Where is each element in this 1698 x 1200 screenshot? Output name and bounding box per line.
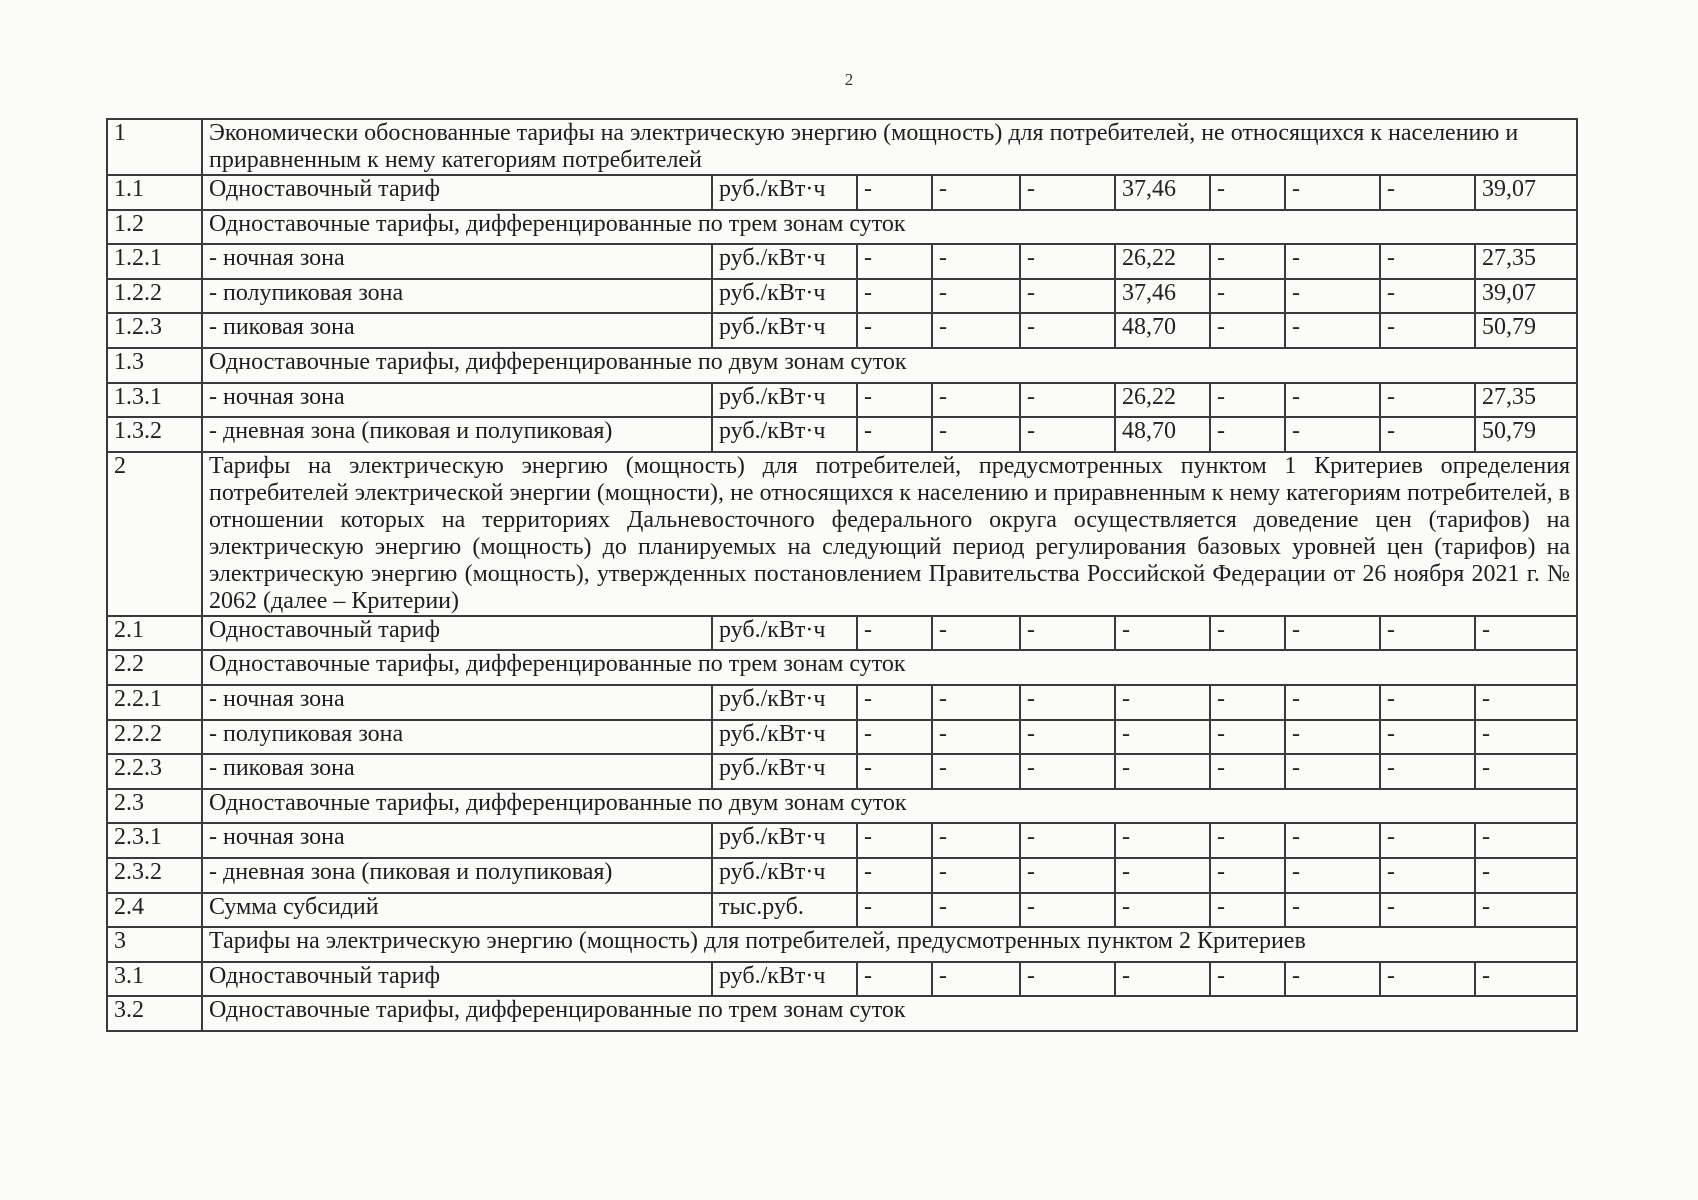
section-title: Одноставочные тарифы, дифференцированные по трем зонам суток (202, 996, 1577, 1031)
tariff-value-cell: - (1020, 616, 1115, 651)
tariff-value-cell: - (1210, 893, 1285, 928)
tariff-value-cell: - (1020, 244, 1115, 279)
tariff-value-cell: - (1285, 244, 1380, 279)
tariff-value-cell: - (1475, 720, 1577, 755)
tariff-value-cell: - (1210, 244, 1285, 279)
tariff-value-cell: - (857, 313, 932, 348)
tariff-value-cell: - (1210, 383, 1285, 418)
tariff-value-cell: - (1115, 893, 1210, 928)
tariff-value-cell: - (1020, 417, 1115, 452)
tariff-value-cell: - (932, 383, 1020, 418)
section-title: Одноставочные тарифы, дифференцированные по трем зонам суток (202, 650, 1577, 685)
tariff-value-cell: - (857, 685, 932, 720)
tariff-value-cell: - (857, 754, 932, 789)
tariff-value-cell: - (1285, 685, 1380, 720)
tariff-value-cell: - (857, 858, 932, 893)
tariff-value-cell: - (857, 823, 932, 858)
row-name: - дневная зона (пиковая и полупиковая) (202, 858, 712, 893)
tariff-value-cell: - (1285, 858, 1380, 893)
tariff-value-cell: - (857, 175, 932, 210)
tariff-value-cell: - (1475, 754, 1577, 789)
tariff-value-cell: - (932, 417, 1020, 452)
tariff-value-cell: 48,70 (1115, 417, 1210, 452)
tariff-value-cell: - (1210, 823, 1285, 858)
tariff-value-cell: - (1285, 383, 1380, 418)
tariff-value-cell: - (932, 313, 1020, 348)
table-row (107, 720, 1577, 755)
table-row (107, 685, 1577, 720)
row-code: 1.2.1 (107, 244, 202, 279)
tariff-value-cell: - (1020, 279, 1115, 314)
table-row (107, 858, 1577, 893)
tariff-value-cell: - (932, 858, 1020, 893)
tariff-value-cell: - (1115, 754, 1210, 789)
tariff-value-cell: 39,07 (1475, 279, 1577, 314)
section-title: Одноставочные тарифы, дифференцированные по трем зонам суток (202, 210, 1577, 245)
tariff-value-cell: 26,22 (1115, 383, 1210, 418)
row-unit: руб./кВт·ч (712, 417, 857, 452)
row-name: - полупиковая зона (202, 279, 712, 314)
tariff-value-cell: 27,35 (1475, 244, 1577, 279)
tariff-value-cell: - (1115, 962, 1210, 997)
tariff-value-cell: - (1285, 616, 1380, 651)
tariff-value-cell: - (1020, 858, 1115, 893)
row-unit: руб./кВт·ч (712, 685, 857, 720)
row-code: 2.4 (107, 893, 202, 928)
row-unit: руб./кВт·ч (712, 175, 857, 210)
table-row (107, 893, 1577, 928)
section-title: Тарифы на электрическую энергию (мощность) для потребителей, предусмотренных пунктом 2 Критериев (202, 927, 1577, 962)
tariff-value-cell: - (1020, 313, 1115, 348)
tariff-value-cell: - (1380, 823, 1475, 858)
tariff-value-cell: - (1020, 823, 1115, 858)
section-row (107, 996, 1577, 1031)
row-code: 1.2.3 (107, 313, 202, 348)
section-row (107, 119, 1577, 175)
tariff-value-cell: - (1210, 279, 1285, 314)
tariff-value-cell: - (857, 720, 932, 755)
row-unit: руб./кВт·ч (712, 279, 857, 314)
table-row (107, 383, 1577, 418)
row-code: 1.3.1 (107, 383, 202, 418)
row-name: - полупиковая зона (202, 720, 712, 755)
table-row (107, 244, 1577, 279)
tariff-value-cell: - (1285, 754, 1380, 789)
tariff-value-cell: 48,70 (1115, 313, 1210, 348)
tariff-value-cell: - (1380, 313, 1475, 348)
row-name: - ночная зона (202, 685, 712, 720)
tariff-value-cell: - (857, 244, 932, 279)
section-row (107, 789, 1577, 824)
tariff-value-cell: - (932, 893, 1020, 928)
tariff-value-cell: - (1285, 279, 1380, 314)
tariff-value-cell: - (1020, 893, 1115, 928)
table-row (107, 823, 1577, 858)
tariff-value-cell: - (1380, 417, 1475, 452)
tariff-value-cell: 27,35 (1475, 383, 1577, 418)
tariff-value-cell: - (1380, 616, 1475, 651)
table-row (107, 175, 1577, 210)
tariff-value-cell: - (857, 616, 932, 651)
tariff-value-cell: - (1380, 962, 1475, 997)
table-row (107, 313, 1577, 348)
tariff-value-cell: - (932, 244, 1020, 279)
tariff-value-cell: - (857, 279, 932, 314)
row-unit: руб./кВт·ч (712, 962, 857, 997)
row-unit: руб./кВт·ч (712, 383, 857, 418)
tariff-value-cell: - (1380, 893, 1475, 928)
row-name: - ночная зона (202, 244, 712, 279)
section-row (107, 348, 1577, 383)
tariff-value-cell: - (1115, 823, 1210, 858)
tariff-value-cell: - (1020, 175, 1115, 210)
row-code: 3 (107, 927, 202, 962)
tariff-value-cell: - (1285, 313, 1380, 348)
tariff-value-cell: - (1380, 244, 1475, 279)
tariff-value-cell: - (932, 685, 1020, 720)
section-row (107, 452, 1577, 616)
table-row (107, 754, 1577, 789)
tariff-value-cell: 50,79 (1475, 313, 1577, 348)
tariff-value-cell: - (1020, 962, 1115, 997)
tariff-value-cell: 50,79 (1475, 417, 1577, 452)
row-code: 3.1 (107, 962, 202, 997)
row-unit: руб./кВт·ч (712, 823, 857, 858)
section-row (107, 927, 1577, 962)
row-unit: руб./кВт·ч (712, 244, 857, 279)
tariff-value-cell: - (1475, 823, 1577, 858)
row-code: 1.3.2 (107, 417, 202, 452)
tariff-value-cell: 39,07 (1475, 175, 1577, 210)
tariff-value-cell: - (1475, 685, 1577, 720)
tariff-value-cell: - (1020, 685, 1115, 720)
tariff-value-cell: - (1115, 720, 1210, 755)
section-row (107, 210, 1577, 245)
tariff-value-cell: - (932, 720, 1020, 755)
tariff-value-cell: - (1020, 754, 1115, 789)
row-code: 2.2 (107, 650, 202, 685)
row-code: 3.2 (107, 996, 202, 1031)
row-unit: руб./кВт·ч (712, 313, 857, 348)
row-name: Одноставочный тариф (202, 962, 712, 997)
tariff-value-cell: - (1380, 685, 1475, 720)
row-code: 2.3.2 (107, 858, 202, 893)
tariff-value-cell: - (1210, 858, 1285, 893)
row-name: - ночная зона (202, 383, 712, 418)
tariff-value-cell: - (857, 417, 932, 452)
tariff-value-cell: - (1380, 175, 1475, 210)
tariff-value-cell: - (932, 279, 1020, 314)
row-name: Одноставочный тариф (202, 175, 712, 210)
tariff-value-cell: - (1380, 720, 1475, 755)
tariff-value-cell: - (1380, 858, 1475, 893)
tariff-value-cell: - (1115, 616, 1210, 651)
row-code: 1.2 (107, 210, 202, 245)
tariff-value-cell: - (932, 962, 1020, 997)
row-unit: руб./кВт·ч (712, 858, 857, 893)
tariff-value-cell: - (1475, 893, 1577, 928)
tariff-value-cell: - (932, 616, 1020, 651)
tariff-value-cell: - (1285, 720, 1380, 755)
tariff-value-cell: - (1210, 417, 1285, 452)
row-code: 2 (107, 452, 202, 616)
tariff-value-cell: - (857, 893, 932, 928)
section-title: Экономически обоснованные тарифы на электрическую энергию (мощность) для потребителей, не относящихся к населению и приравненным к нему категориям потребителей (202, 119, 1577, 175)
row-code: 2.3.1 (107, 823, 202, 858)
row-code: 1 (107, 119, 202, 175)
row-unit: тыс.руб. (712, 893, 857, 928)
section-title: Одноставочные тарифы, дифференцированные по двум зонам суток (202, 348, 1577, 383)
tariff-value-cell: 37,46 (1115, 175, 1210, 210)
row-code: 1.3 (107, 348, 202, 383)
tariff-value-cell: - (1210, 685, 1285, 720)
row-code: 1.1 (107, 175, 202, 210)
tariff-value-cell: - (1285, 893, 1380, 928)
tariff-value-cell: - (1380, 754, 1475, 789)
tariff-value-cell: 26,22 (1115, 244, 1210, 279)
tariff-value-cell: - (1285, 962, 1380, 997)
section-title: Тарифы на электрическую энергию (мощность) для потребителей, предусмотренных пунктом 1 Критериев определения потребителей электрической энергии (мощности), не относящихся к населению и приравненным к нему категориям потребителей, в отношении которых на территориях Дальневосточного федерального округа осуществляется доведение цен (тарифов) на электрическую энергию (мощность) до планируемых на следующий период регулирования базовых уровней цен (тарифов) на электрическую энергию (мощность), утвержденных постановлением Правительства Российской Федерации от 26 ноября 2021 г. № 2062 (далее – Критерии) (202, 452, 1577, 616)
row-name: Одноставочный тариф (202, 616, 712, 651)
tariff-value-cell: 37,46 (1115, 279, 1210, 314)
tariff-value-cell: - (1210, 616, 1285, 651)
tariff-value-cell: - (1210, 720, 1285, 755)
table-row (107, 279, 1577, 314)
section-title: Одноставочные тарифы, дифференцированные по двум зонам суток (202, 789, 1577, 824)
table-row (107, 417, 1577, 452)
tariff-value-cell: - (1380, 279, 1475, 314)
row-name: - пиковая зона (202, 754, 712, 789)
page-number: 2 (844, 70, 854, 89)
tariff-value-cell: - (1020, 720, 1115, 755)
row-code: 2.2.3 (107, 754, 202, 789)
tariff-value-cell: - (1475, 616, 1577, 651)
row-name: - пиковая зона (202, 313, 712, 348)
tariff-value-cell: - (857, 962, 932, 997)
tariff-table-body (107, 119, 1577, 1031)
row-name: - ночная зона (202, 823, 712, 858)
tariff-value-cell: - (1210, 175, 1285, 210)
row-code: 2.2.2 (107, 720, 202, 755)
tariff-value-cell: - (932, 175, 1020, 210)
tariff-value-cell: - (1115, 858, 1210, 893)
row-code: 2.3 (107, 789, 202, 824)
row-name: Сумма субсидий (202, 893, 712, 928)
tariff-value-cell: - (1285, 823, 1380, 858)
row-code: 2.2.1 (107, 685, 202, 720)
tariff-value-cell: - (1475, 858, 1577, 893)
row-unit: руб./кВт·ч (712, 720, 857, 755)
tariff-value-cell: - (932, 754, 1020, 789)
table-row (107, 962, 1577, 997)
section-row (107, 650, 1577, 685)
tariff-value-cell: - (1380, 383, 1475, 418)
tariff-table (106, 118, 1578, 1032)
tariff-value-cell: - (1210, 754, 1285, 789)
tariff-value-cell: - (1020, 383, 1115, 418)
tariff-value-cell: - (857, 383, 932, 418)
row-unit: руб./кВт·ч (712, 754, 857, 789)
row-code: 1.2.2 (107, 279, 202, 314)
tariff-value-cell: - (932, 823, 1020, 858)
tariff-value-cell: - (1475, 962, 1577, 997)
tariff-value-cell: - (1210, 313, 1285, 348)
row-unit: руб./кВт·ч (712, 616, 857, 651)
row-code: 2.1 (107, 616, 202, 651)
row-name: - дневная зона (пиковая и полупиковая) (202, 417, 712, 452)
tariff-value-cell: - (1285, 417, 1380, 452)
tariff-value-cell: - (1285, 175, 1380, 210)
tariff-value-cell: - (1115, 685, 1210, 720)
tariff-value-cell: - (1210, 962, 1285, 997)
table-row (107, 616, 1577, 651)
